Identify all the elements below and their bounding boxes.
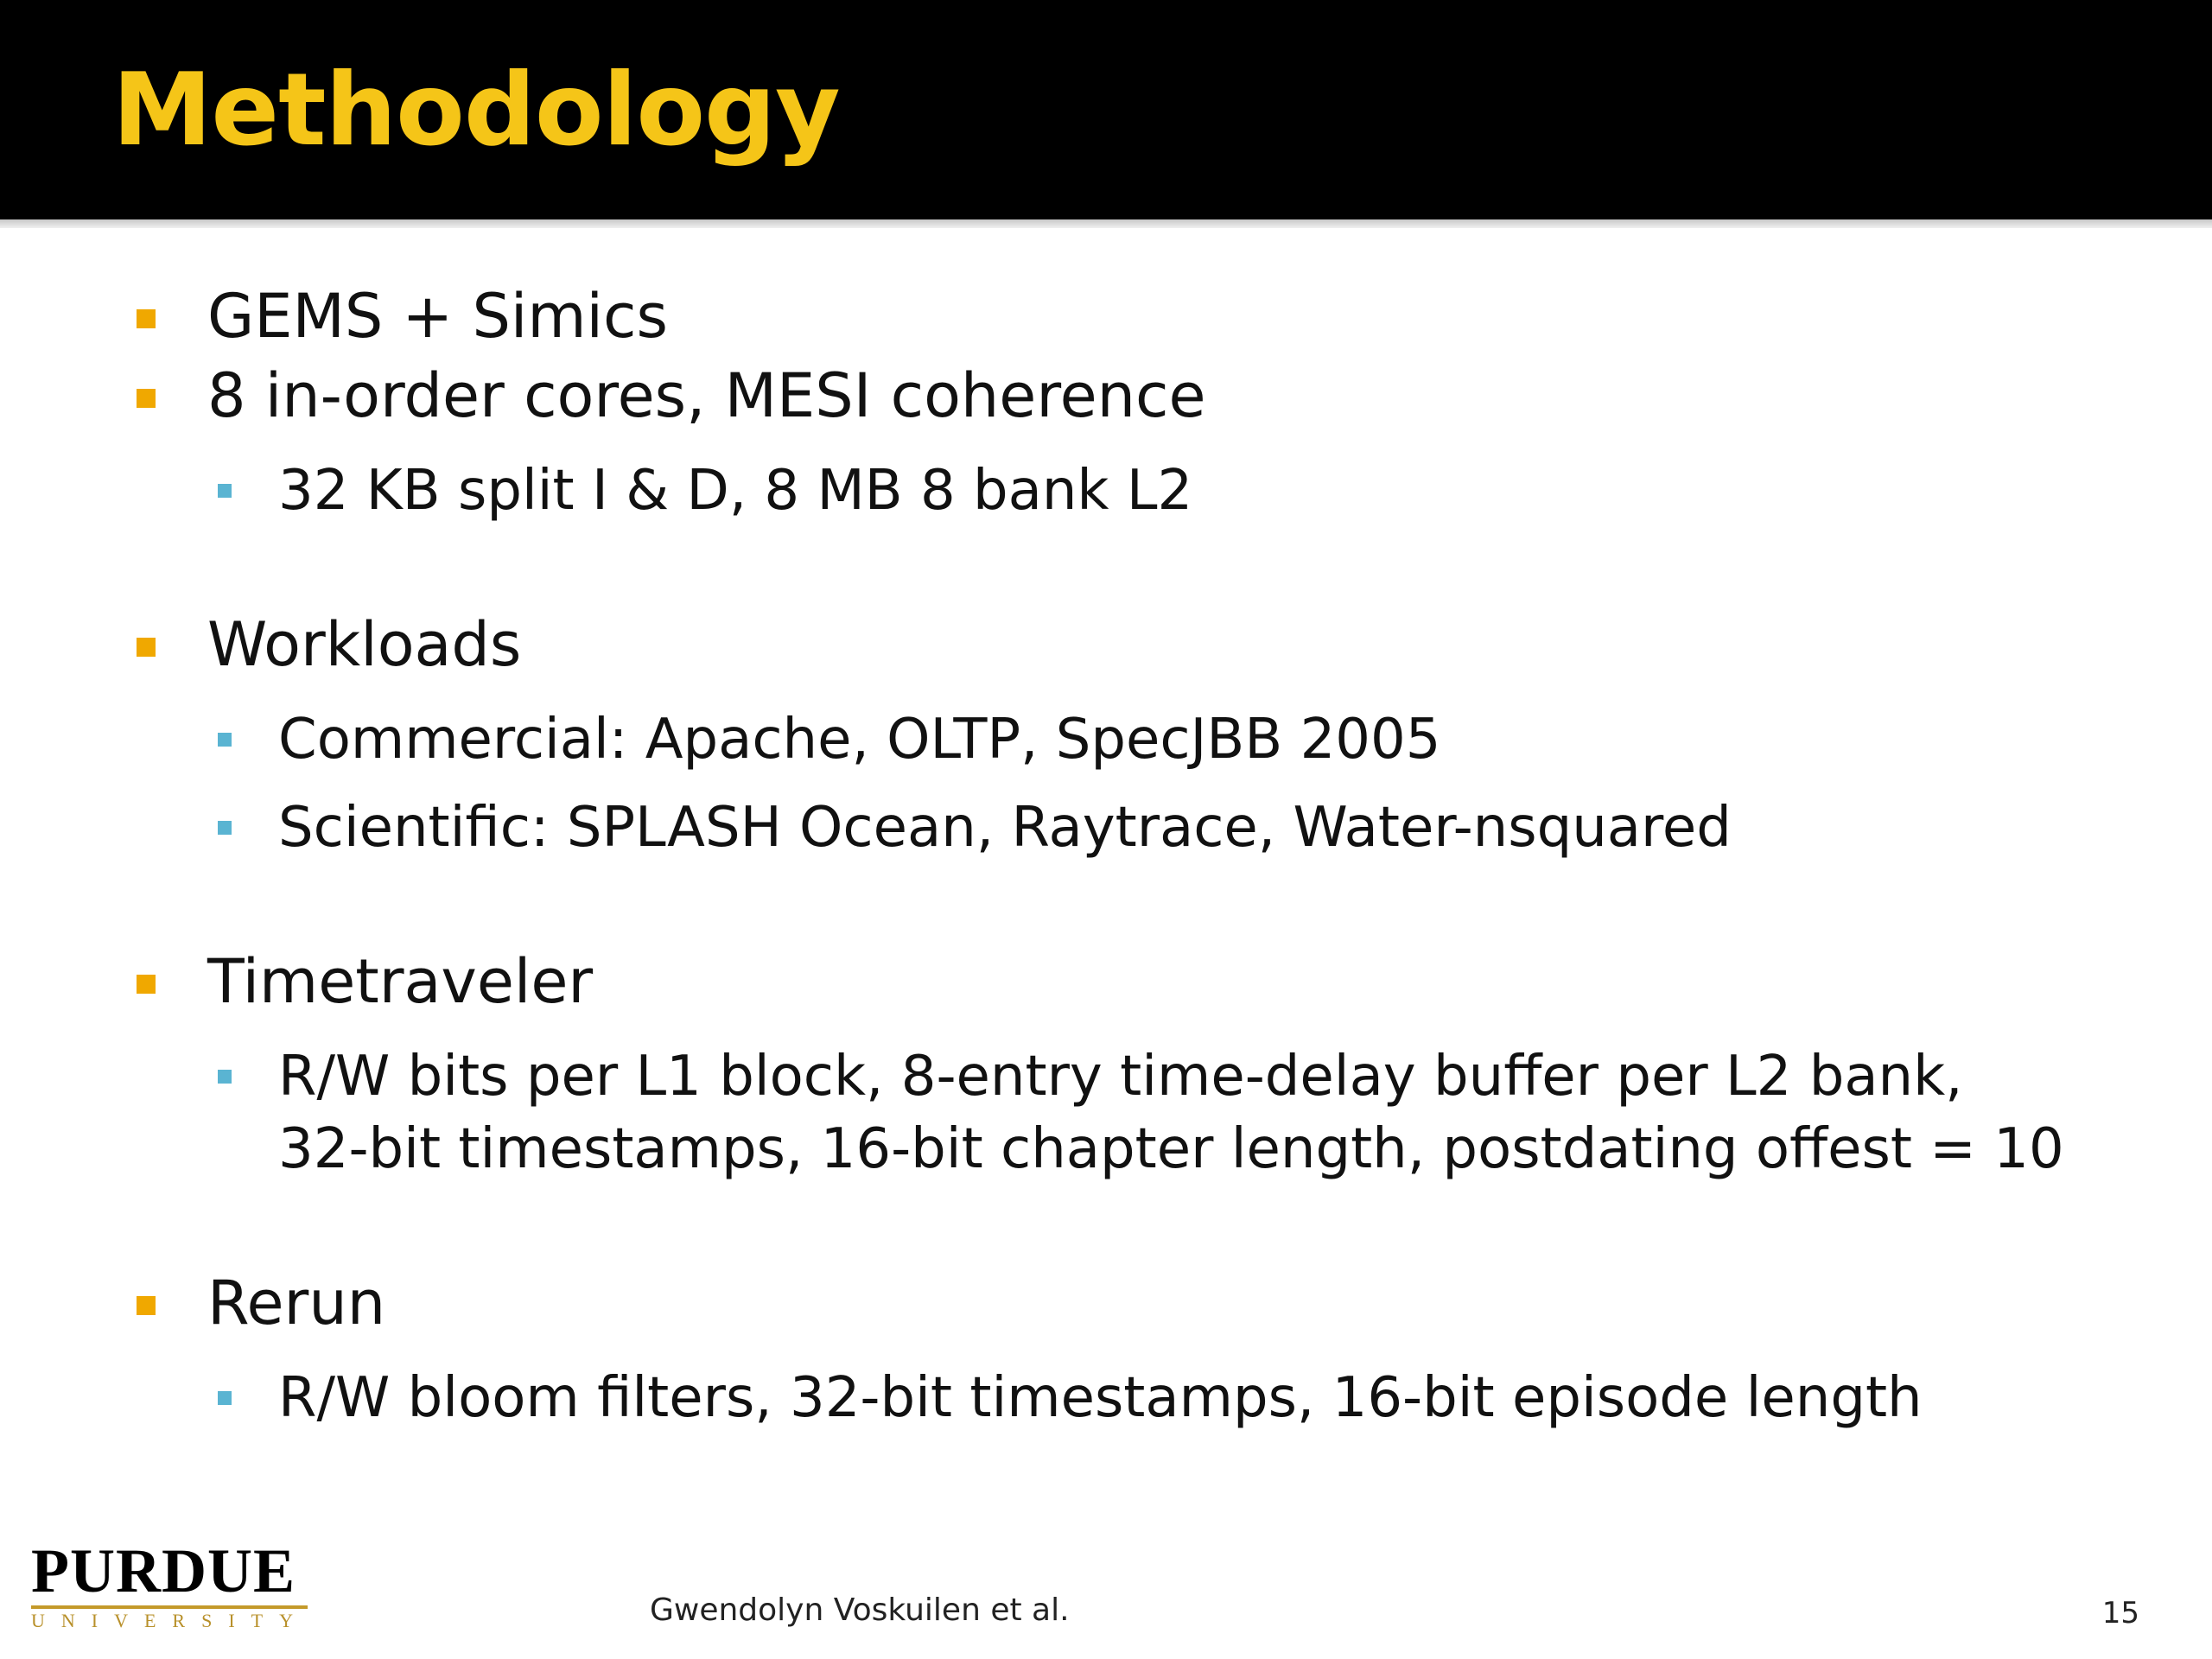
purdue-logo: [31, 1536, 309, 1631]
sub-bullet-cache: 32 KB split I & D, 8 MB 8 bank L2: [278, 459, 1193, 523]
title-divider: [0, 219, 2212, 228]
logo-wordmark: PURDUE: [31, 1536, 296, 1605]
bullet-cores: 8 in-order cores, MESI coherence: [207, 360, 1206, 431]
bullet-marker: [137, 309, 156, 328]
page-number: 15: [2101, 1596, 2139, 1630]
sub-bullet-marker: [218, 484, 232, 498]
footer-author: Gwendolyn Voskuilen et al.: [650, 1592, 1070, 1628]
bullet-marker: [137, 389, 156, 408]
sub-bullet-scientific: Scientific: SPLASH Ocean, Raytrace, Water-nsquared: [278, 796, 1732, 860]
bullet-timetraveler: Timetraveler: [207, 946, 594, 1017]
bullet-marker: [137, 638, 156, 657]
sub-bullet-marker: [218, 1391, 232, 1405]
sub-bullet-marker: [218, 821, 232, 835]
sub-bullet-marker: [218, 1070, 232, 1084]
sub-bullet-marker: [218, 733, 232, 747]
bullet-marker: [137, 975, 156, 994]
slide-title: Methodology: [112, 52, 840, 168]
sub-bullet-rerun: R/W bloom filters, 32-bit timestamps, 16-bit episode length: [278, 1366, 1923, 1430]
sub-bullet-timetraveler-line1: R/W bits per L1 block, 8-entry time-delay buffer per L2 bank,: [278, 1045, 1963, 1109]
bullet-simulator: GEMS + Simics: [207, 281, 668, 352]
sub-bullet-timetraveler-line2: 32-bit timestamps, 16-bit chapter length, postdating offest = 10: [278, 1117, 2064, 1181]
sub-bullet-commercial: Commercial: Apache, OLTP, SpecJBB 2005: [278, 708, 1441, 772]
bullet-marker: [137, 1296, 156, 1315]
bullet-workloads: Workloads: [207, 609, 522, 680]
logo-subtitle: UNIVERSITY: [31, 1605, 308, 1631]
bullet-rerun: Rerun: [207, 1268, 386, 1338]
